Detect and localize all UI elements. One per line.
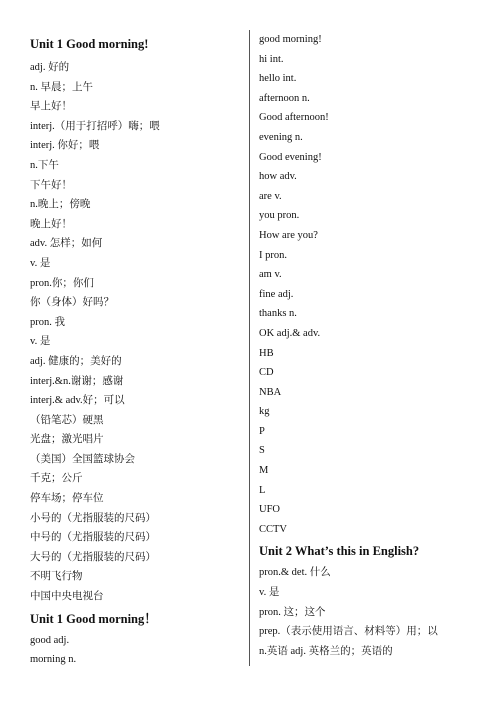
left-column xyxy=(30,30,242,670)
list-item: 大号的（尤指服装的尺码） xyxy=(30,551,156,563)
list-item: Good evening! xyxy=(259,151,322,163)
list-item: good adj. xyxy=(30,634,70,646)
list-item: Good afternoon! xyxy=(259,112,329,124)
list-item: am v. xyxy=(259,269,282,281)
list-item: adv. 怎样；如何 xyxy=(30,238,103,250)
list-item: 中国中央电视台 xyxy=(30,591,104,603)
list-item: pron.你；你们 xyxy=(30,277,94,289)
unit1-heading: Unit 1 Good morning! xyxy=(30,37,149,51)
list-item: How are you? xyxy=(259,229,318,241)
list-item: pron. 我 xyxy=(30,316,65,328)
list-item: interj.&n.谢谢；感谢 xyxy=(30,375,124,387)
list-item: 不明飞行物 xyxy=(30,571,83,583)
list-item: 下午好！ xyxy=(30,179,72,191)
list-item: 千克；公斤 xyxy=(30,473,83,485)
list-item: you pron. xyxy=(259,210,300,222)
list-item: v. 是 xyxy=(259,587,280,599)
list-item: n.英语 adj. 英格兰的；英语的 xyxy=(259,645,393,657)
list-item: interj.（用于打招呼）嗨；喂 xyxy=(30,120,160,132)
list-item: adj. 好的 xyxy=(30,62,70,73)
list-item: evening n. xyxy=(259,131,303,143)
unit1-heading-repeat: Unit 1 Good morning！ xyxy=(30,611,157,626)
list-item: interj. 你好；喂 xyxy=(30,140,100,152)
list-item: 停车场；停车位 xyxy=(30,493,104,505)
list-item: （美国）全国篮球协会 xyxy=(30,453,135,465)
list-item: pron.& det. 什么 xyxy=(259,567,331,579)
list-item: HB xyxy=(259,347,274,359)
list-item: good morning! xyxy=(259,34,322,45)
list-item: prep.（表示使用语言、材料等）用；以 xyxy=(259,626,438,638)
list-item: kg xyxy=(259,406,270,418)
list-item: CCTV xyxy=(259,523,288,535)
list-item: 你（身体）好吗？ xyxy=(30,297,114,309)
list-item: CD xyxy=(259,367,274,379)
list-item: are v. xyxy=(259,190,282,202)
list-item: adj. 健康的；美好的 xyxy=(30,355,122,367)
list-item: hello int. xyxy=(259,73,297,85)
list-item: how adv. xyxy=(259,171,297,183)
list-item: afternoon n. xyxy=(259,92,310,104)
list-item: n.晚上；傍晚 xyxy=(30,199,91,211)
list-item: n.下午 xyxy=(30,159,59,171)
list-item: v. 是 xyxy=(30,336,51,348)
list-item: OK adj.& adv. xyxy=(259,327,321,339)
column-divider xyxy=(249,30,250,666)
list-item: interj.& adv.好；可以 xyxy=(30,395,125,407)
list-item: 小号的（尤指服装的尺码） xyxy=(30,512,156,524)
list-item: 光盘；激光唱片 xyxy=(30,434,104,446)
list-item: 早上好！ xyxy=(30,101,72,113)
list-item: UFO xyxy=(259,504,281,516)
list-item: P xyxy=(259,425,265,437)
right-column xyxy=(259,30,479,661)
list-item: thanks n. xyxy=(259,308,297,320)
list-item: morning n. xyxy=(30,654,77,666)
list-item: v. 是 xyxy=(30,257,51,269)
list-item: （铅笔芯）硬黑 xyxy=(30,414,104,426)
list-item: I pron. xyxy=(259,249,287,261)
list-item: 中号的（尤指服装的尺码） xyxy=(30,532,156,544)
list-item: hi int. xyxy=(259,53,284,65)
unit2-heading: Unit 2 What’s this in English? xyxy=(259,544,420,559)
list-item: M xyxy=(259,465,269,477)
list-item: 晚上好！ xyxy=(30,218,72,230)
list-item: S xyxy=(259,445,265,457)
list-item: n. 早晨；上午 xyxy=(30,81,93,93)
list-item: L xyxy=(259,484,266,496)
list-item: pron. 这；这个 xyxy=(259,606,326,618)
list-item: fine adj. xyxy=(259,288,294,300)
list-item: NBA xyxy=(259,386,282,398)
